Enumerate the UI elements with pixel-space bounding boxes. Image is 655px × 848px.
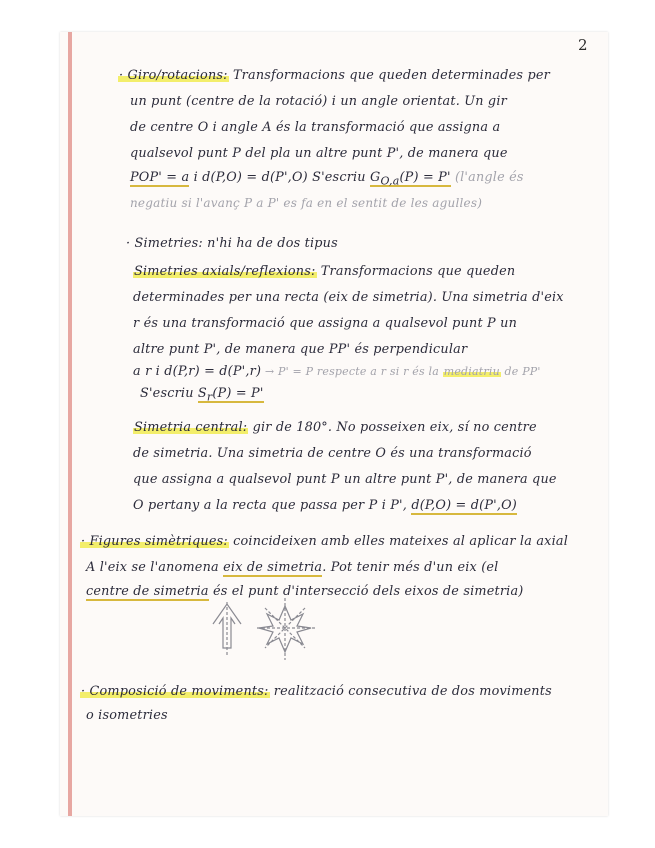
giros-distance-formula: i d(P,O) = d(P',O) S'escriu [189, 170, 371, 185]
central-line-2: de simetria. Una simetria de centre O és una transformació [133, 446, 532, 461]
simetries-intro: · Simetries: n'hi ha de dos tipus [126, 236, 338, 251]
figures-label: · Figures simètriques: [81, 534, 228, 549]
axial-distance-formula: a r i d(P,r) = d(P',r) [133, 364, 262, 379]
giros-line-4: qualsevol punt P del pla un altre punt P', de manera que [130, 146, 508, 161]
figures-line-3-end: és el punt d'intersecció dels eixos de simetria) [208, 584, 524, 599]
central-line-4 [133, 498, 517, 513]
axial-line-3: r és una transformació que assigna a qualsevol punt P un [133, 316, 518, 331]
giros-line-2: un punt (centre de la rotació) i un angle orientat. Un gir [130, 94, 507, 109]
giros-note: negatiu si l'avanç P a P' es fa en el sentit de les agulles) [130, 196, 483, 210]
axial-notation-sub: r [206, 390, 213, 404]
axial-notation-prefix: S'escriu [140, 386, 198, 401]
arrow-symmetric-figure-icon [213, 602, 241, 656]
central-line-3: que assigna a qualsevol punt P un altre punt P', de manera que [133, 472, 557, 487]
star-symmetric-figure-icon [257, 598, 317, 660]
figures-line-3 [86, 584, 523, 599]
central-distance-formula: d(P,O) = d(P',O) [411, 498, 518, 513]
central-line-1 [133, 420, 537, 435]
giros-line-1 [118, 68, 550, 83]
composicio-line-1 [80, 684, 552, 699]
composicio-label: · Composició de moviments: [81, 684, 269, 699]
giros-label: · Giro/rotacions: [119, 68, 228, 83]
giros-line-3: de centre O i angle A és la transformació que assigna a [130, 120, 501, 135]
central-line-4-text: O pertany a la recta que passa per P i P', [133, 498, 412, 513]
axial-line-1-text: Transformacions que queden [316, 264, 516, 279]
giros-notation-end: (P) = P' [399, 170, 451, 185]
centre-de-simetria-term: centre de simetria [86, 584, 209, 599]
axial-line-6 [140, 386, 264, 404]
figures-line-1 [80, 534, 568, 549]
symmetric-figures-sketch [205, 598, 325, 662]
axial-note: → P' = P respecte a r si r és la [261, 365, 443, 378]
figures-line-2-text: A l'eix se l'anomena [86, 560, 224, 575]
composicio-line-2: o isometries [86, 708, 168, 723]
axial-note-end: de PP' [500, 365, 541, 378]
eix-de-simetria-term: eix de simetria [223, 560, 323, 575]
axial-line-1 [133, 264, 515, 279]
composicio-line-1-text: realització consecutiva de dos moviments [269, 684, 552, 699]
giros-notation-sub: O,a [380, 174, 400, 188]
axial-line-4: altre punt P', de manera que PP' és perpendicular [133, 342, 468, 357]
giros-angle-formula: POP' = a [130, 170, 190, 185]
giros-notation [370, 170, 451, 187]
giros-note-start: (l'angle és [450, 170, 524, 185]
mediatriu-term: mediatriu [443, 365, 500, 378]
axial-notation-s: S [197, 386, 207, 401]
margin-line [68, 32, 72, 816]
central-label: Simetria central: [134, 420, 248, 435]
page-number: 2 [578, 36, 588, 54]
figures-line-2-end: . Pot tenir més d'un eix (el [322, 560, 499, 575]
giros-line-5 [130, 170, 524, 188]
figures-line-2 [86, 560, 498, 575]
central-line-1-text: gir de 180°. No posseixen eix, sí no centre [248, 420, 537, 435]
axial-notation-end: (P) = P' [212, 386, 264, 401]
giros-line-1-text: Transformacions que queden determinades per [228, 68, 550, 83]
axial-notation [198, 386, 264, 403]
axial-line-2: determinades per una recta (eix de simetria). Una simetria d'eix [133, 290, 564, 305]
axial-label: Simetries axials/reflexions: [134, 264, 316, 279]
axial-line-5 [133, 364, 541, 379]
figures-line-1-text: coincideixen amb elles mateixes al aplicar la axial [228, 534, 568, 549]
giros-notation-g: G [370, 170, 381, 185]
